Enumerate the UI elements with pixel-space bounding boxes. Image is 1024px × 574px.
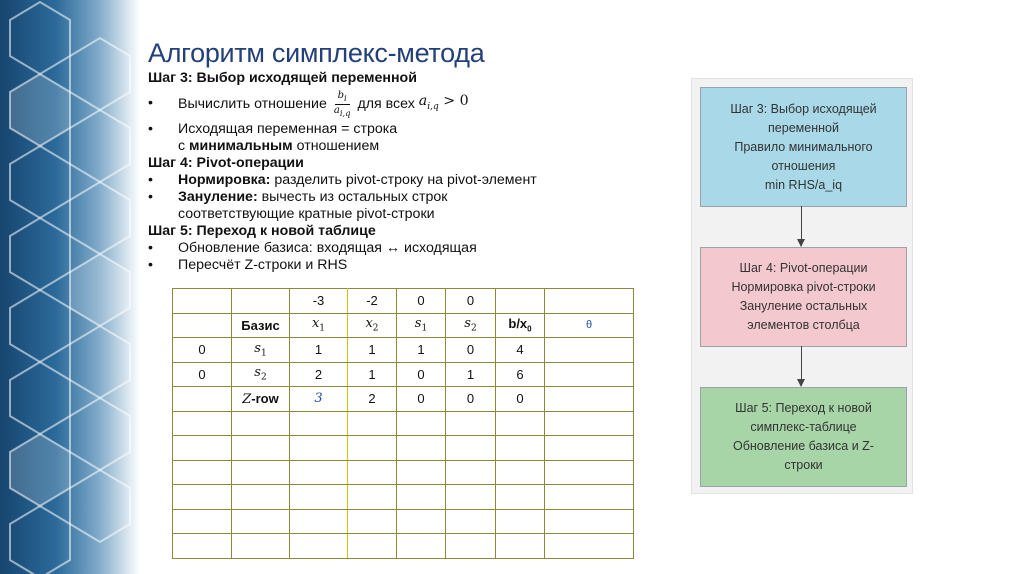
basis-header: Базис: [232, 313, 290, 338]
var-header-s2: $s_2$: [446, 313, 496, 338]
cost-cell: 0: [446, 289, 496, 314]
var-header-s1: $s_1$: [397, 313, 446, 338]
ratio-fraction: $\frac{b_i}{a_{i,q}}$: [333, 89, 351, 118]
decorative-hexagon-band: [0, 0, 140, 574]
bullet-dot: •: [148, 95, 153, 111]
theta-header: θ: [545, 313, 634, 338]
cost-row: [173, 289, 634, 314]
empty-row: [173, 411, 634, 436]
table-row: 0 $s_1$ 1 1 1 0 4: [173, 338, 634, 363]
var-header-x1: $x_1$: [290, 313, 348, 338]
empty-row: [173, 534, 634, 559]
empty-row: [173, 436, 634, 461]
step3-bullet-leaving: • Исходящая переменная = строка с минимальным отношением: [148, 121, 398, 154]
flowchart-panel: [691, 78, 913, 494]
var-header-x2: $x_2$: [348, 313, 397, 338]
empty-row: [173, 460, 634, 485]
step5-heading: Шаг 5: Переход к новой таблице: [148, 223, 376, 239]
table-row: 0 $s_2$ 2 1 0 1 6: [173, 362, 634, 387]
flow-arrow: [801, 346, 802, 386]
step3-heading: Шаг 3: Выбор исходящей переменной: [148, 70, 417, 86]
step4-bullet-zeroing: • Зануление: вычесть из остальных строк соответствующие кратные pivot-строки: [148, 189, 448, 222]
z-row: Z-row 3 2 0 0 0: [173, 387, 634, 412]
flow-box-step4: Шаг 4: Pivot-операции Нормировка pivot-строки Зануление остальных элементов столбца: [700, 247, 907, 347]
step5-bullet-recalc: • Пересчёт Z-строки и RHS: [148, 257, 348, 273]
header-row: [173, 313, 634, 338]
flow-box-step5: Шаг 5: Переход к новой симплекс-таблице Обновление базиса и Z- строки: [700, 387, 907, 487]
positivity-condition: $a_{i,q} > 0$: [418, 92, 469, 112]
cost-cell: -3: [290, 289, 348, 314]
for-all-text: для всех: [357, 95, 415, 112]
step3-bullet-ratio: [148, 87, 668, 121]
empty-row: [173, 509, 634, 534]
empty-row: [173, 485, 634, 510]
step5-bullet-basis: • Обновление базиса: входящая ↔ исходящая: [148, 240, 477, 256]
cost-cell: 0: [397, 289, 446, 314]
ratio-text: Вычислить отношение: [178, 95, 327, 112]
step4-bullet-normalize: • Нормировка: разделить pivot-строку на pivot-элемент: [148, 172, 537, 188]
algorithm-steps: [148, 70, 668, 274]
flow-arrow: [801, 206, 802, 246]
slide-title: Алгоритм симплекс-метода: [148, 38, 485, 68]
rhs-header: $b/x_0$: [496, 313, 545, 338]
cost-cell: -2: [348, 289, 397, 314]
flow-box-step3: Шаг 3: Выбор исходящей переменной Правило минимального отношения min RHS/a_iq: [700, 87, 907, 207]
step4-heading: Шаг 4: Pivot-операции: [148, 155, 304, 171]
simplex-tableau: [172, 288, 634, 559]
